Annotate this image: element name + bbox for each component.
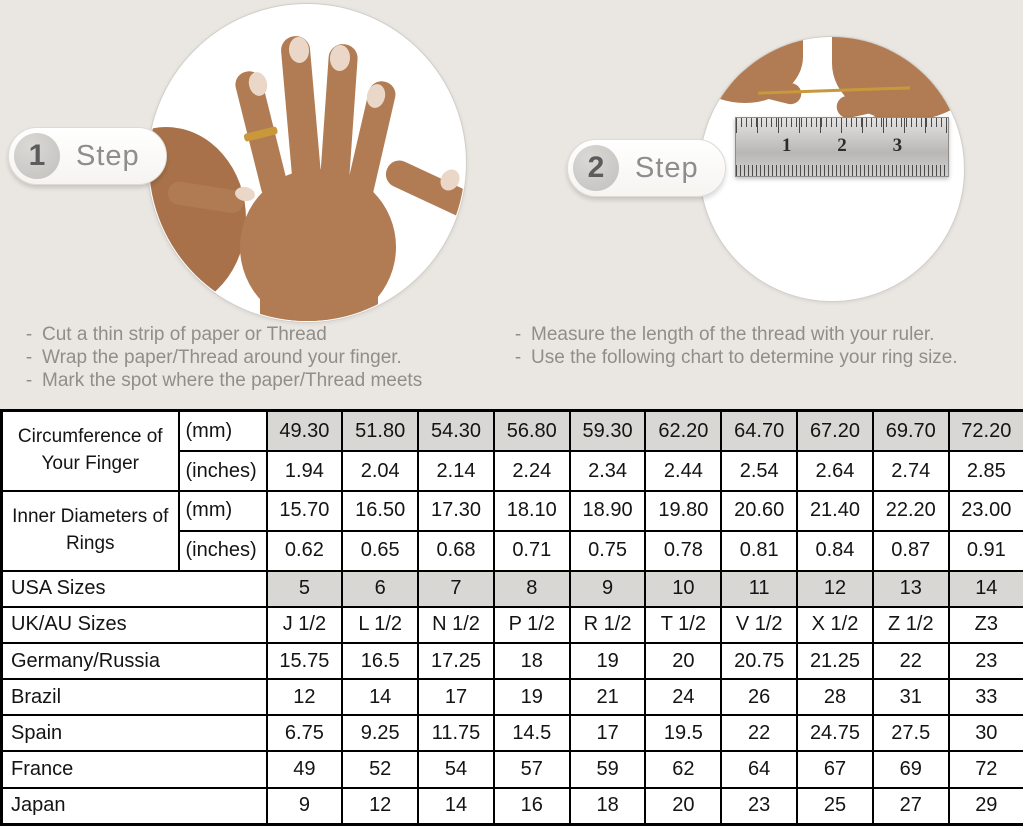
size-value-cell: 69 [873,751,949,787]
size-value-cell: L 1/2 [342,607,418,643]
size-value-cell: J 1/2 [267,607,343,643]
size-value-cell: 64 [721,751,797,787]
size-value-cell: 2.64 [797,451,873,491]
size-value-cell: 54.30 [418,411,494,452]
row-label: France [2,751,267,787]
size-value-cell: 11 [721,571,797,607]
ruler-ticks-bottom [736,165,948,176]
size-value-cell: 62.20 [645,411,721,452]
size-value-cell: 16.50 [342,491,418,531]
size-value-cell: 20.60 [721,491,797,531]
size-value-cell: 67.20 [797,411,873,452]
step2-photo-circle [699,36,965,302]
size-value-cell: N 1/2 [418,607,494,643]
size-value-cell: 2.04 [342,451,418,491]
size-value-cell: 0.68 [418,531,494,571]
size-value-cell: 27 [873,788,949,825]
row-unit-label: (mm) [179,491,267,531]
size-value-cell: 69.70 [873,411,949,452]
size-value-cell: V 1/2 [721,607,797,643]
table-row [2,715,1023,751]
step1-label: Step [76,139,140,172]
size-value-cell: Z3 [949,607,1023,643]
size-value-cell: 11.75 [418,715,494,751]
size-value-cell: 59 [570,751,646,787]
ruler-ticks-major [736,118,948,133]
size-value-cell: 24.75 [797,715,873,751]
size-value-cell: 16 [494,788,570,825]
size-value-cell: 12 [342,788,418,825]
size-value-cell: 49 [267,751,343,787]
size-value-cell: 19.5 [645,715,721,751]
row-label: UK/AU Sizes [2,607,267,643]
row-group-label: Circumference of Your Finger [2,411,179,491]
size-value-cell: 19 [570,643,646,679]
bullet-dash: - [25,347,33,368]
step2-label: Step [635,151,699,184]
size-value-cell: 18.10 [494,491,570,531]
size-value-cell: 0.81 [721,531,797,571]
table-row [2,607,1023,643]
size-value-cell: 2.74 [873,451,949,491]
size-value-cell: 31 [873,679,949,715]
bullet-dash: - [514,324,522,345]
size-value-cell: 15.70 [267,491,343,531]
step1-instructions [16,323,422,392]
table-row [2,788,1023,825]
row-label: Germany/Russia [2,643,267,679]
instruction-text: Wrap the paper/Thread around your finger. [42,347,402,368]
table-row [2,679,1023,715]
size-value-cell: 23 [721,788,797,825]
bullet-dash: - [25,370,33,391]
size-value-cell: T 1/2 [645,607,721,643]
size-value-cell: 22 [873,643,949,679]
size-value-cell: X 1/2 [797,607,873,643]
size-value-cell: 25 [797,788,873,825]
size-value-cell: 7 [418,571,494,607]
size-value-cell: 62 [645,751,721,787]
size-value-cell: 0.71 [494,531,570,571]
instruction-line [505,346,958,369]
size-value-cell: 2.24 [494,451,570,491]
bullet-dash: - [514,347,522,368]
size-value-cell: 0.78 [645,531,721,571]
size-value-cell: 2.85 [949,451,1023,491]
instruction-text: Use the following chart to determine your ring size. [531,347,958,368]
size-value-cell: 6 [342,571,418,607]
size-value-cell: 14.5 [494,715,570,751]
ruler-number-3: 3 [892,135,903,156]
row-label: Japan [2,788,267,825]
size-value-cell: 49.30 [267,411,343,452]
step2-instructions [505,323,958,369]
hand-with-thread-illustration [148,4,466,322]
size-value-cell: 9 [570,571,646,607]
size-value-cell: 27.5 [873,715,949,751]
size-value-cell: 52 [342,751,418,787]
table-row [2,571,1023,607]
size-value-cell: 26 [721,679,797,715]
size-value-cell: 0.91 [949,531,1023,571]
instruction-text: Measure the length of the thread with your ruler. [531,324,935,345]
size-value-cell: 9 [267,788,343,825]
main-hand-graphic [233,35,466,322]
ruler-number-1: 1 [781,135,792,156]
step1-badge [8,127,167,185]
size-value-cell: 14 [418,788,494,825]
size-value-cell: 20 [645,643,721,679]
size-value-cell: Z 1/2 [873,607,949,643]
step2-badge [567,139,726,197]
row-unit-label: (mm) [179,411,267,452]
size-value-cell: 17 [418,679,494,715]
row-unit-label: (inches) [179,451,267,491]
bullet-dash: - [25,324,33,345]
size-value-cell: 6.75 [267,715,343,751]
table-row [2,411,1023,452]
size-value-cell: 56.80 [494,411,570,452]
size-value-cell: 21.25 [797,643,873,679]
size-value-cell: 2.14 [418,451,494,491]
size-value-cell: 67 [797,751,873,787]
ruler-graphic [735,117,949,177]
size-value-cell: 23.00 [949,491,1023,531]
size-value-cell: 17.25 [418,643,494,679]
size-value-cell: 64.70 [721,411,797,452]
size-value-cell: 54 [418,751,494,787]
size-value-cell: 20.75 [721,643,797,679]
size-value-cell: 51.80 [342,411,418,452]
instruction-line [16,346,422,369]
how-to-measure-section [0,0,1023,409]
size-value-cell: 0.84 [797,531,873,571]
size-value-cell: 30 [949,715,1023,751]
size-value-cell: 15.75 [267,643,343,679]
size-value-cell: 19.80 [645,491,721,531]
row-group-label: Inner Diameters of Rings [2,491,179,571]
size-value-cell: 59.30 [570,411,646,452]
instruction-text: Mark the spot where the paper/Thread meets [42,370,423,391]
size-table-body [2,411,1023,825]
ring-size-conversion-table [0,409,1023,826]
size-value-cell: 22.20 [873,491,949,531]
size-value-cell: 0.62 [267,531,343,571]
row-unit-label: (inches) [179,531,267,571]
row-label: USA Sizes [2,571,267,607]
size-value-cell: 28 [797,679,873,715]
table-row [2,491,1023,531]
row-label: Brazil [2,679,267,715]
size-value-cell: 23 [949,643,1023,679]
instruction-line [505,323,958,346]
size-value-cell: 9.25 [342,715,418,751]
size-value-cell: 2.34 [570,451,646,491]
size-value-cell: 8 [494,571,570,607]
size-value-cell: 10 [645,571,721,607]
size-value-cell: 21 [570,679,646,715]
size-value-cell: 18 [570,788,646,825]
size-value-cell: 17.30 [418,491,494,531]
size-value-cell: P 1/2 [494,607,570,643]
instruction-line [16,323,422,346]
ruler-numbers [736,135,948,157]
size-value-cell: 0.65 [342,531,418,571]
size-value-cell: 5 [267,571,343,607]
instruction-line [16,369,422,392]
size-value-cell: 13 [873,571,949,607]
step2-number: 2 [573,145,619,191]
size-value-cell: 24 [645,679,721,715]
size-value-cell: 14 [342,679,418,715]
size-value-cell: 20 [645,788,721,825]
size-value-cell: 0.87 [873,531,949,571]
size-value-cell: 12 [267,679,343,715]
ruler-number-2: 2 [837,135,847,156]
size-value-cell: 22 [721,715,797,751]
size-value-cell: 19 [494,679,570,715]
size-value-cell: 33 [949,679,1023,715]
size-value-cell: 14 [949,571,1023,607]
instruction-text: Cut a thin strip of paper or Thread [42,324,327,345]
size-value-cell: 57 [494,751,570,787]
size-value-cell: 0.75 [570,531,646,571]
step1-number: 1 [14,133,60,179]
size-value-cell: 72.20 [949,411,1023,452]
size-value-cell: 2.54 [721,451,797,491]
table-row [2,643,1023,679]
size-value-cell: 18 [494,643,570,679]
size-value-cell: 72 [949,751,1023,787]
size-value-cell: 17 [570,715,646,751]
size-value-cell: 12 [797,571,873,607]
size-value-cell: 21.40 [797,491,873,531]
size-value-cell: 18.90 [570,491,646,531]
step1-photo-circle [147,3,467,323]
size-value-cell: 16.5 [342,643,418,679]
table-row [2,751,1023,787]
size-value-cell: 2.44 [645,451,721,491]
size-value-cell: 29 [949,788,1023,825]
size-value-cell: R 1/2 [570,607,646,643]
size-value-cell: 1.94 [267,451,343,491]
row-label: Spain [2,715,267,751]
